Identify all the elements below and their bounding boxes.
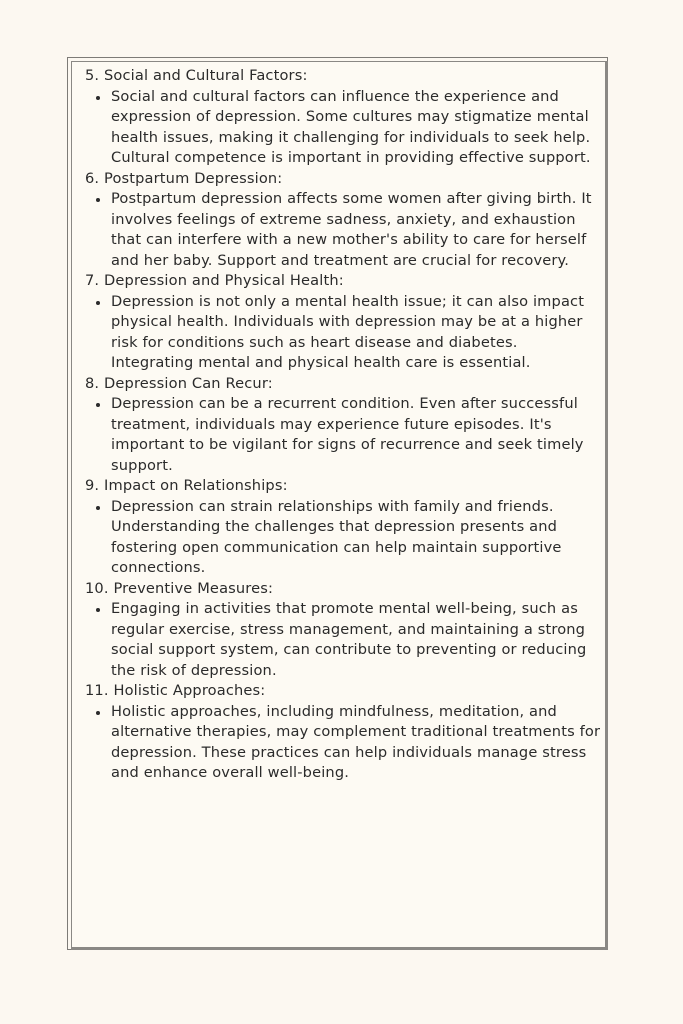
- bullet-icon: [96, 96, 100, 100]
- section-heading: 5. Social and Cultural Factors:: [85, 67, 308, 84]
- section-body: Engaging in activities that promote mental well-being, such as regular exercise, stress management, and maintaining a strong social support system, can contribute to preventing or reducing the risk of depression.: [111, 600, 587, 679]
- list-item: [111, 189, 601, 271]
- bullet-icon: [96, 711, 100, 715]
- document-content: [85, 66, 601, 784]
- section-list: [85, 189, 601, 271]
- section-list: [85, 292, 601, 374]
- list-item: [111, 394, 601, 476]
- section-list: [85, 87, 601, 169]
- section-heading: 9. Impact on Relationships:: [85, 477, 288, 494]
- section-holistic: [85, 681, 601, 784]
- bullet-icon: [96, 506, 100, 510]
- section-list: [85, 394, 601, 476]
- section-heading: 11. Holistic Approaches:: [85, 682, 266, 699]
- list-item: [111, 292, 601, 374]
- section-list: [85, 599, 601, 681]
- section-body: Holistic approaches, including mindfulness, meditation, and alternative therapies, may complement traditional treatments for depression. These practices can help individuals manage stress and enhance overall well-being.: [111, 702, 601, 781]
- list-item: [111, 599, 601, 681]
- section-body: Postpartum depression affects some women after giving birth. It involves feelings of extreme sadness, anxiety, and exhaustion that can interfere with a new mother's ability to care for herself and her baby. Support and treatment are crucial for recovery.: [111, 190, 592, 269]
- section-social-cultural: [85, 66, 601, 169]
- list-item: [111, 702, 601, 784]
- bullet-icon: [96, 198, 100, 202]
- section-physical-health: [85, 271, 601, 374]
- section-heading: 8. Depression Can Recur:: [85, 374, 273, 392]
- list-item: [111, 497, 601, 579]
- section-heading: 7. Depression and Physical Health:: [85, 272, 344, 289]
- section-heading: 10. Preventive Measures:: [85, 579, 274, 597]
- bullet-icon: [96, 608, 100, 612]
- section-list: [85, 702, 601, 784]
- section-body: Depression is not only a mental health issue; it can also impact physical health. Individuals with depression may be at a higher risk for conditions such as heart disease and diabetes. Integrating mental and physical health care is essential.: [111, 292, 585, 371]
- section-preventive: [85, 579, 601, 682]
- section-heading: 6. Postpartum Depression:: [85, 169, 283, 187]
- list-item: [111, 87, 601, 169]
- section-body: Social and cultural factors can influence the experience and expression of depression. Some cultures may stigmatize mental health issues, making it challenging for individuals to seek help. Cultural competence is important in providing effective support.: [111, 87, 591, 166]
- section-list: [85, 497, 601, 579]
- bullet-icon: [96, 403, 100, 407]
- section-recur: [85, 374, 601, 477]
- section-body: Depression can strain relationships with family and friends. Understanding the challenges that depression presents and fostering open communication can help maintain supportive connections.: [111, 497, 562, 576]
- bullet-icon: [96, 301, 100, 305]
- section-body: Depression can be a recurrent condition. Even after successful treatment, individuals may experience future episodes. It's important to be vigilant for signs of recurrence and seek timely support.: [111, 395, 584, 474]
- section-relationships: [85, 476, 601, 579]
- section-postpartum: [85, 169, 601, 272]
